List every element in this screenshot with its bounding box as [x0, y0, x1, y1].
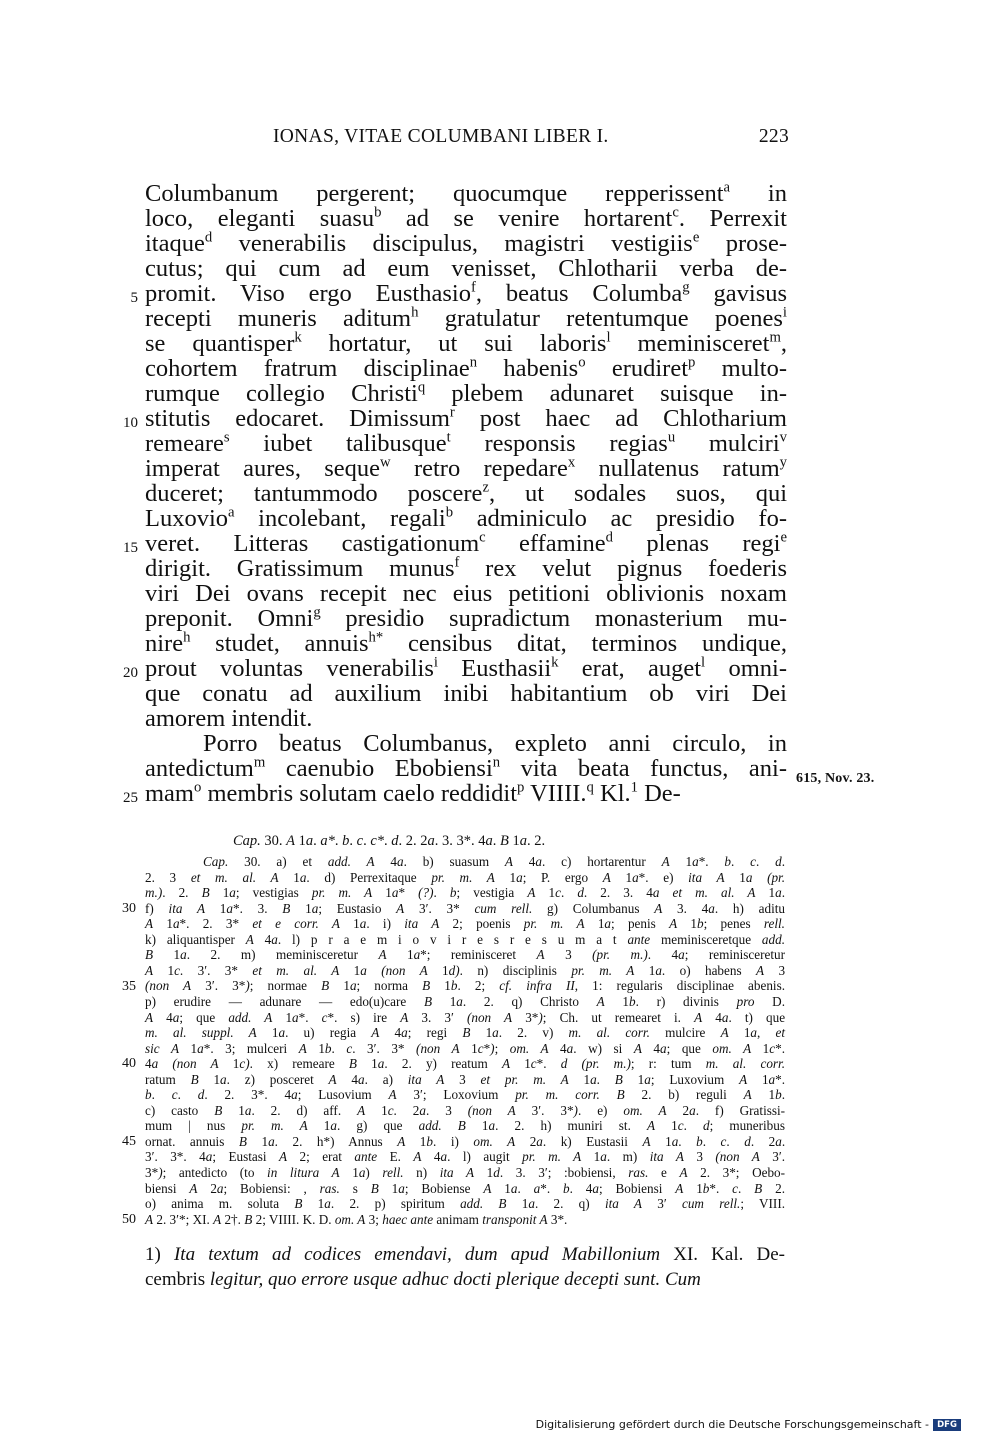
text-line: loco, eleganti suasu$^b$ ad se venire hortarent$^c$. Perrexit — [145, 204, 787, 232]
text-line: duceret; tantummodo poscere$^z$, ut sodales suos, qui — [145, 479, 787, 507]
text-line: amorem intendit. — [145, 705, 313, 732]
apparatus-line: B 1a. 2. m) meminisceretur A 1a*; reminisceret A 3 (pr. m.). 4a; reminisceretur — [145, 947, 786, 963]
line-number-15: 15 — [123, 540, 138, 556]
footnote-line: 1) Ita textum ad codices emendavi, dum apud Mabillonium XI. Kal. De- — [145, 1244, 785, 1265]
apparatus-line: 4a (non A 1c). x) remeare B 1a. 2. y) reatum A 1c*. d (pr. m.); r: tum m. al. corr. — [145, 1056, 786, 1072]
line-number-20: 20 — [123, 665, 138, 681]
text-line: imperat aures, seque$^w$ retro repedare$^x$ nullatenus ratum$^y$ — [145, 454, 787, 482]
apparatus-line: 3′. 3*. 4a; Eustasi A 2; erat ante E. A 4a. l) augit pr. m. A 1a. m) ita A 3 (non A 3′. — [145, 1149, 786, 1165]
text-line: itaque$^d$ venerabilis discipulus, magistri vestigiis$^e$ prose- — [145, 229, 787, 257]
apparatus-line: ratum B 1a. z) posceret A 4a. a) ita A 3 et pr. m. A 1a. B 1a; Luxovium A 1a*. — [145, 1071, 786, 1087]
text-line: se quantisper$^k$ hortatur, ut sui laboris$^l$ meminisceret$^m$, — [145, 329, 788, 357]
apparatus-line: A 4a; que add. A 1a*. c*. s) ire A 3. 3′ (non A 3*); Ch. ut remearet i. A 4a. t) que — [145, 1009, 786, 1025]
apparatus-line: mum | nus pr. m. A 1a. g) que add. B 1a. 2. h) muniri st. A 1c. d; muneribus — [145, 1118, 786, 1134]
text-line: preponit. Omni$^g$ presidio supradictum monasterium mu- — [145, 604, 787, 632]
text-line: cutus; qui cum ad eum venisset, Chlotharii verba de- — [145, 255, 787, 282]
dfg-logo-icon: DFG — [933, 1419, 961, 1431]
text-line: remeare$^s$ iubet talibusque$^t$ responsis regias$^u$ mulciri$^v$ — [145, 429, 787, 457]
text-line: stitutis edocaret. Dimissum$^r$ post haec ad Chlotharium — [145, 404, 787, 432]
apparatus-line: f) ita A 1a*. 3. B 1a; Eustasio A 3′. 3* cum rell. g) Columbanus A 3. 4a. h) aditu — [145, 900, 786, 916]
running-header — [145, 126, 791, 156]
digitization-credit — [536, 1418, 961, 1431]
running-title: IONAS, VITAE COLUMBANI LIBER I. — [273, 126, 609, 147]
line-number-25: 25 — [123, 790, 138, 806]
apparatus-line-number-45: 45 — [122, 1134, 136, 1149]
apparatus-line: biensi A 2a; Bobiensi: , ras. s B 1a; Bobiense A 1a. a*. b. 4a; Bobiensi A 1b*. c. B 2. — [145, 1180, 785, 1196]
text-line: promit. Viso ergo Eusthasio$^f$, beatus Columba$^g$ gavisus — [145, 279, 788, 307]
apparatus-line-number-40: 40 — [122, 1056, 136, 1071]
text-line: cohortem fratrum disciplinae$^n$ habenis$^o$ erudiret$^p$ multo- — [145, 354, 787, 382]
text-line: mam$^o$ membris solutam caelo reddidit$^p$ VIIII.$^q$ Kl.$^1$ De- — [145, 779, 681, 807]
line-number-10: 10 — [123, 415, 138, 431]
text-line: prout voluntas venerabilis$^i$ Eusthasii$^k$ erat, auget$^l$ omni- — [145, 654, 787, 682]
text-line: viri Dei ovans recepit nec eius petitioni oblivionis noxam — [145, 580, 787, 607]
text-line: dirigit. Gratissimum munus$^f$ rex velut pignus foederis — [145, 554, 787, 582]
apparatus-line: A 1c. 3′. 3* et m. al. A 1a (non A 1d). n) disciplinis pr. m. A 1a. o) habens A 3 — [145, 962, 786, 978]
apparatus-line: (non A 3′. 3*); normae B 1a; norma B 1b. 2; cf. infra II, 1: regularis disciplinae abenis. — [145, 978, 786, 994]
credit-text: Digitalisierung gefördert durch die Deutsche Forschungsgemeinschaft - — [535, 1418, 929, 1431]
margin-date: 615, Nov. 23. — [796, 771, 875, 786]
apparatus-line-number-35: 35 — [122, 979, 136, 994]
text-line: Porro beatus Columbanus, expleto anni circulo, in — [203, 730, 787, 757]
apparatus-line: c) casto B 1a. 2. d) aff. A 1c. 2a. 3 (non A 3′. 3*). e) om. A 2a. f) Gratissi- — [145, 1102, 786, 1118]
text-line: rumque collegio Christi$^q$ plebem adunaret suisque in- — [145, 379, 787, 407]
apparatus-line: m. al. suppl. A 1a. u) regia A 4a; regi B 1a. 2. v) m. al. corr. mulcire A 1a, et — [145, 1025, 786, 1041]
apparatus-line: o) anima m. soluta B 1a. 2. p) spiritum add. B 1a. 2. q) ita A 3′ cum rell.; VIII. — [145, 1196, 786, 1212]
text-line: nire$^h$ studet, annuis$^{h*}$ censibus ditat, terminos undique, — [145, 629, 787, 657]
apparatus-line: A 2. 3′*; XI. A 2†. B 2; VIIII. K. D. om. A 3; haec ante animam transponit A 3*. — [145, 1211, 568, 1227]
text-line: recepti muneris aditum$^h$ gratulatur retentumque poenes$^i$ — [145, 304, 787, 332]
text-line: que conatu ad auxilium inibi habitantium ob viri Dei — [145, 680, 787, 707]
page-number: 223 — [758, 126, 789, 147]
text-line: Luxovio$^a$ incolebant, regali$^b$ adminiculo ac presidio fo- — [145, 504, 787, 532]
apparatus-line-number-30: 30 — [122, 901, 136, 916]
apparatus-line: Cap. 30. a) et add. A 4a. b) suasum A 4a. c) hortarentur A 1a*. b. c. d. — [203, 854, 785, 869]
apparatus-line: sic A 1a*. 3; mulceri A 1b. c. 3′. 3* (non A 1c*); om. A 4a. w) si A 4a; que om. A 1c*. — [145, 1040, 786, 1056]
codex-sigla: Cap. 30. A 1a. a*. b. c. c*. d. 2. 2a. 3. 3*. 4a. B 1a. 2. — [233, 833, 546, 849]
line-number-5: 5 — [130, 290, 138, 306]
footnote-line: cembris legitur, quo errore usque adhuc docti plerique decepti sunt. Cum — [145, 1269, 701, 1290]
text-line: antedictum$^m$ caenubio Ebobiensi$^n$ vita beata functus, ani- — [145, 754, 787, 782]
text-line: Columbanum pergerent; quocumque repperissent$^a$ in — [145, 179, 787, 207]
text-line: veret. Litteras castigationum$^c$ effamine$^d$ plenas regi$^e$ — [145, 529, 787, 557]
apparatus-line: A 1a*. 2. 3* et e corr. A 1a. i) ita A 2; poenis pr. m. A 1a; penis A 1b; penes rell. — [145, 916, 785, 932]
apparatus-line: 3*); antedicto (to in litura A 1a) rell. n) ita A 1d. 3. 3′; :bobiensi, ras. e A 2. 3*; Oebo- — [145, 1165, 786, 1180]
apparatus-line: b. c. d. 2. 3*. 4a; Lusovium A 3′; Loxovium pr. m. corr. B 2. b) reguli A 1b. — [145, 1087, 786, 1103]
apparatus-line: k) aliquantisper A 4a. l) p r a e m i o v i r e s r e s u m a t ante meminisceretque add. — [145, 931, 785, 947]
apparatus-line: ornat. annuis B 1a. 2. h*) Annus A 1b. i) om. A 2a. k) Eustasii A 1a. b. c. d. 2a. — [145, 1133, 786, 1149]
apparatus-line: m.). 2. B 1a; vestigias pr. m. A 1a* (?). b; vestigia A 1c. d. 2. 3. 4a et m. al. A 1a. — [145, 885, 786, 901]
apparatus-line: 2. 3 et m. al. A 1a. d) Perrexitaque pr. m. A 1a; P. ergo A 1a*. e) ita A 1a (pr. — [145, 869, 786, 885]
apparatus-line-number-50: 50 — [122, 1212, 136, 1227]
apparatus-line: p) erudire — adunare — edo(u)care B 1a. 2. q) Christo A 1b. r) divinis pro D. — [145, 993, 785, 1009]
